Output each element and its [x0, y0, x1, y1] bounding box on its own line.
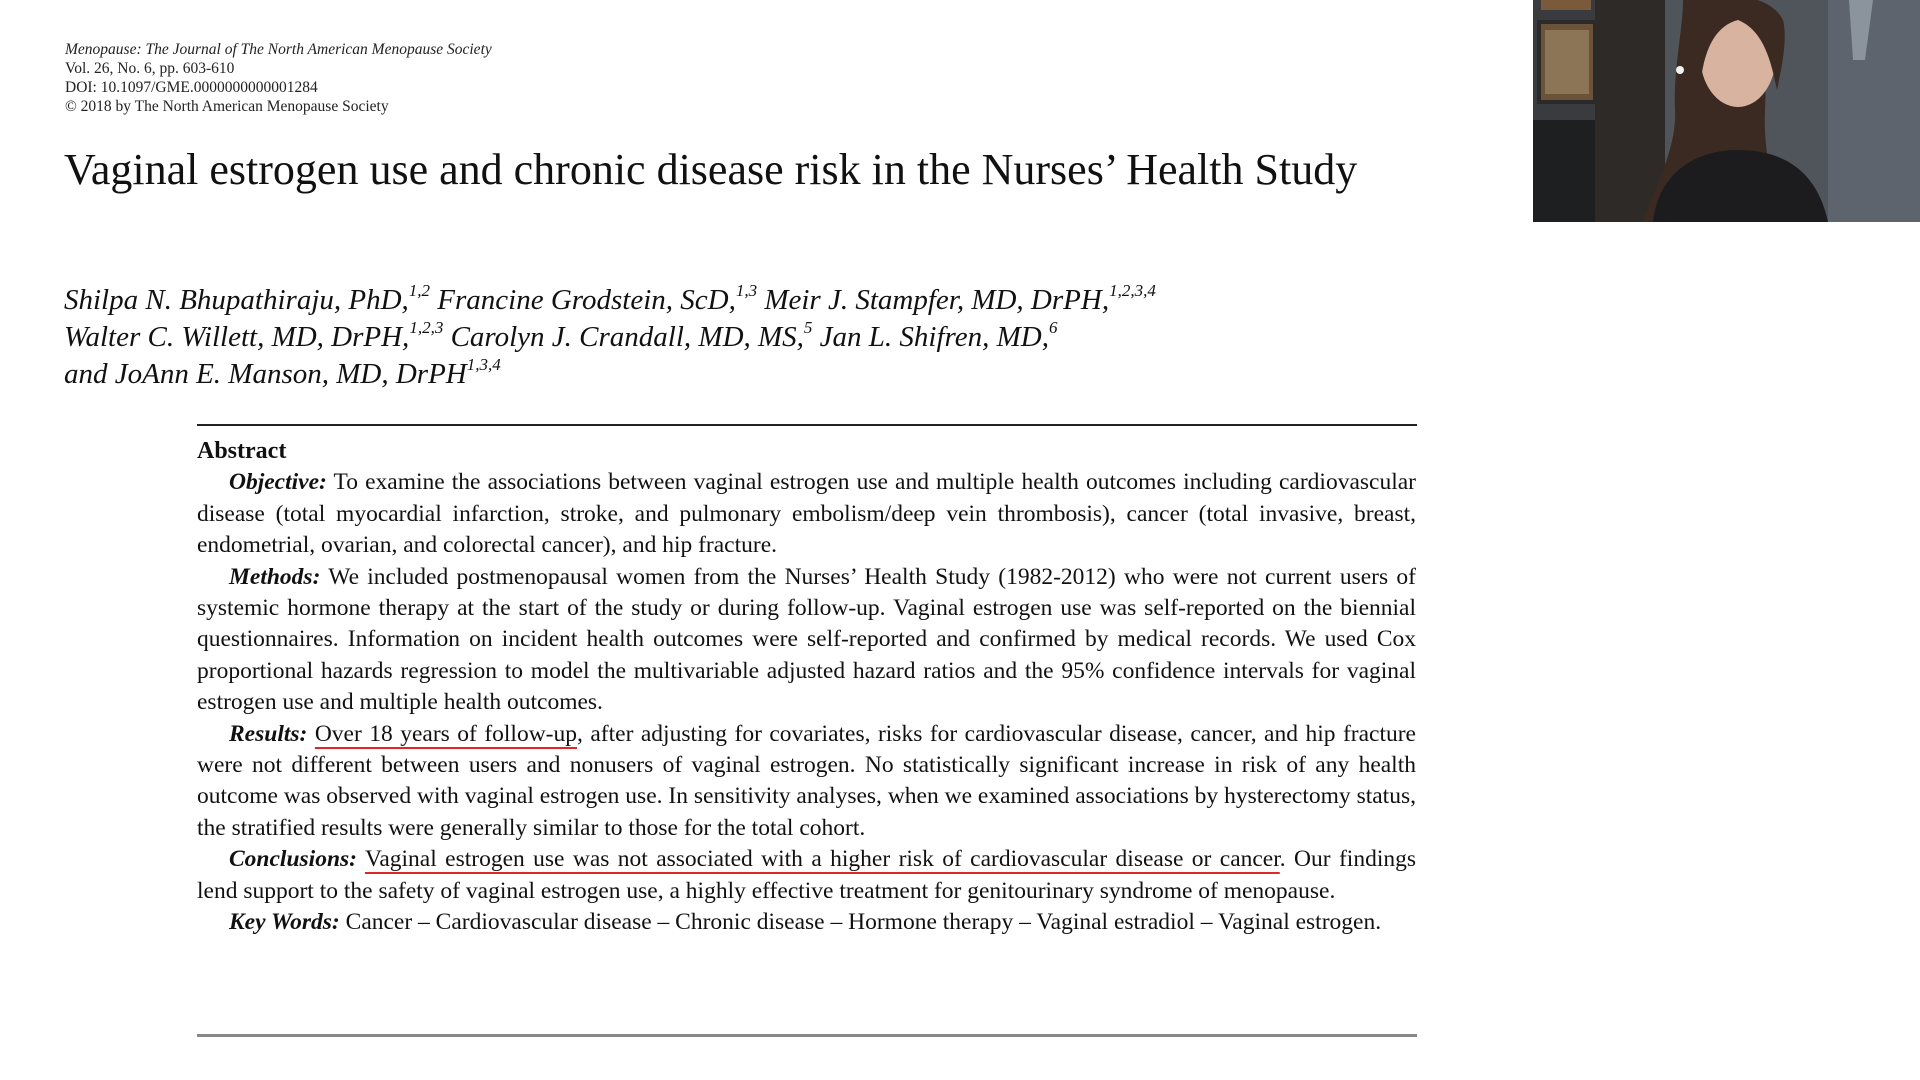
author-affiliation: 1,2,3,4	[1109, 281, 1156, 300]
results-label: Results:	[229, 720, 308, 747]
author-affiliation: 1,3	[735, 281, 758, 300]
journal-copyright: © 2018 by The North American Menopause Society	[65, 98, 389, 115]
journal-name: Menopause: The Journal of The North American Menopause Society	[65, 41, 492, 58]
abstract-top-rule	[197, 424, 1417, 426]
author-affiliation: 6	[1048, 318, 1058, 337]
abstract-heading: Abstract	[197, 438, 287, 464]
abstract-results	[197, 719, 1416, 845]
abstract-methods	[197, 562, 1416, 719]
keywords-label: Key Words:	[229, 909, 340, 936]
journal-info	[65, 40, 492, 116]
conclusions-text: . Our findings lend support to the safety of vaginal estrogen use, a highly effective treatment for genitourinary syndrome of menopause.	[197, 846, 1417, 904]
author-name: and JoAnn E. Manson, MD, DrPH	[64, 358, 467, 390]
presenter-video-thumbnail	[1533, 0, 1920, 222]
author-name: Meir J. Stampfer, MD, DrPH,	[764, 284, 1110, 316]
abstract-conclusions	[197, 844, 1416, 907]
journal-volume: Vol. 26, No. 6, pp. 603-610	[65, 60, 235, 77]
keywords-text: Cancer – Cardiovascular disease – Chronic disease – Hormone therapy – Vaginal estradiol – Vaginal estrogen.	[345, 909, 1382, 936]
abstract-bottom-rule	[197, 1034, 1417, 1037]
author-name: Shilpa N. Bhupathiraju, PhD,	[64, 284, 409, 316]
author-affiliation: 5	[803, 318, 813, 337]
methods-text: We included postmenopausal women from the Nurses’ Health Study (1982-2012) who were not current users of systemic hormone therapy at the start of the study or during follow-up. Vaginal estrogen use was self-reported on the biennial questionnaires. Information on incident health outcomes were self-reported and confirmed by medical records. We used Cox proportional hazards regression to model the multivariable adjusted hazard ratios and the 95% confidence intervals for vaginal estrogen use and multiple health outcomes.	[197, 563, 1416, 716]
author-name: Francine Grodstein, ScD,	[437, 284, 736, 316]
author-list	[64, 282, 1444, 393]
objective-label: Objective:	[229, 469, 327, 496]
paper-title: Vaginal estrogen use and chronic disease risk in the Nurses’ Health Study	[64, 145, 1358, 194]
conclusions-label: Conclusions:	[229, 846, 357, 873]
presenter-video-frame	[1533, 0, 1920, 222]
author-name: Carolyn J. Crandall, MD, MS,	[450, 321, 804, 353]
author-affiliation: 1,3,4	[466, 355, 501, 374]
author-affiliation: 1,2,3	[409, 318, 444, 337]
conclusions-underlined-text: Vaginal estrogen use was not associated with a higher risk of cardiovascular disease or cancer	[364, 846, 1280, 873]
author-name: Walter C. Willett, MD, DrPH,	[64, 321, 410, 353]
abstract-section	[197, 436, 1416, 939]
author-affiliation: 1,2	[408, 281, 431, 300]
results-text: , after adjusting for covariates, risks for cardiovascular disease, cancer, and hip fracture were not different between users and nonusers of vaginal estrogen. No statistically significant increase in risk of any health outcome was observed with vaginal estrogen use. In sensitivity analyses, when we examined associations by hysterectomy status, the stratified results were generally similar to those for the total cohort.	[197, 720, 1416, 841]
abstract-keywords	[197, 907, 1416, 938]
journal-doi: DOI: 10.1097/GME.0000000000001284	[65, 79, 318, 96]
results-underlined-text: Over 18 years of follow-up	[314, 720, 578, 747]
abstract-objective	[197, 467, 1416, 561]
methods-label: Methods:	[229, 563, 321, 590]
author-name: Jan L. Shifren, MD,	[819, 321, 1049, 353]
objective-text: To examine the associations between vaginal estrogen use and multiple health outcomes including cardiovascular disease (total myocardial infarction, stroke, and pulmonary embolism/deep vein thrombosis), cancer (total invasive, breast, endometrial, ovarian, and colorectal cancer), and hip fracture.	[197, 469, 1416, 559]
